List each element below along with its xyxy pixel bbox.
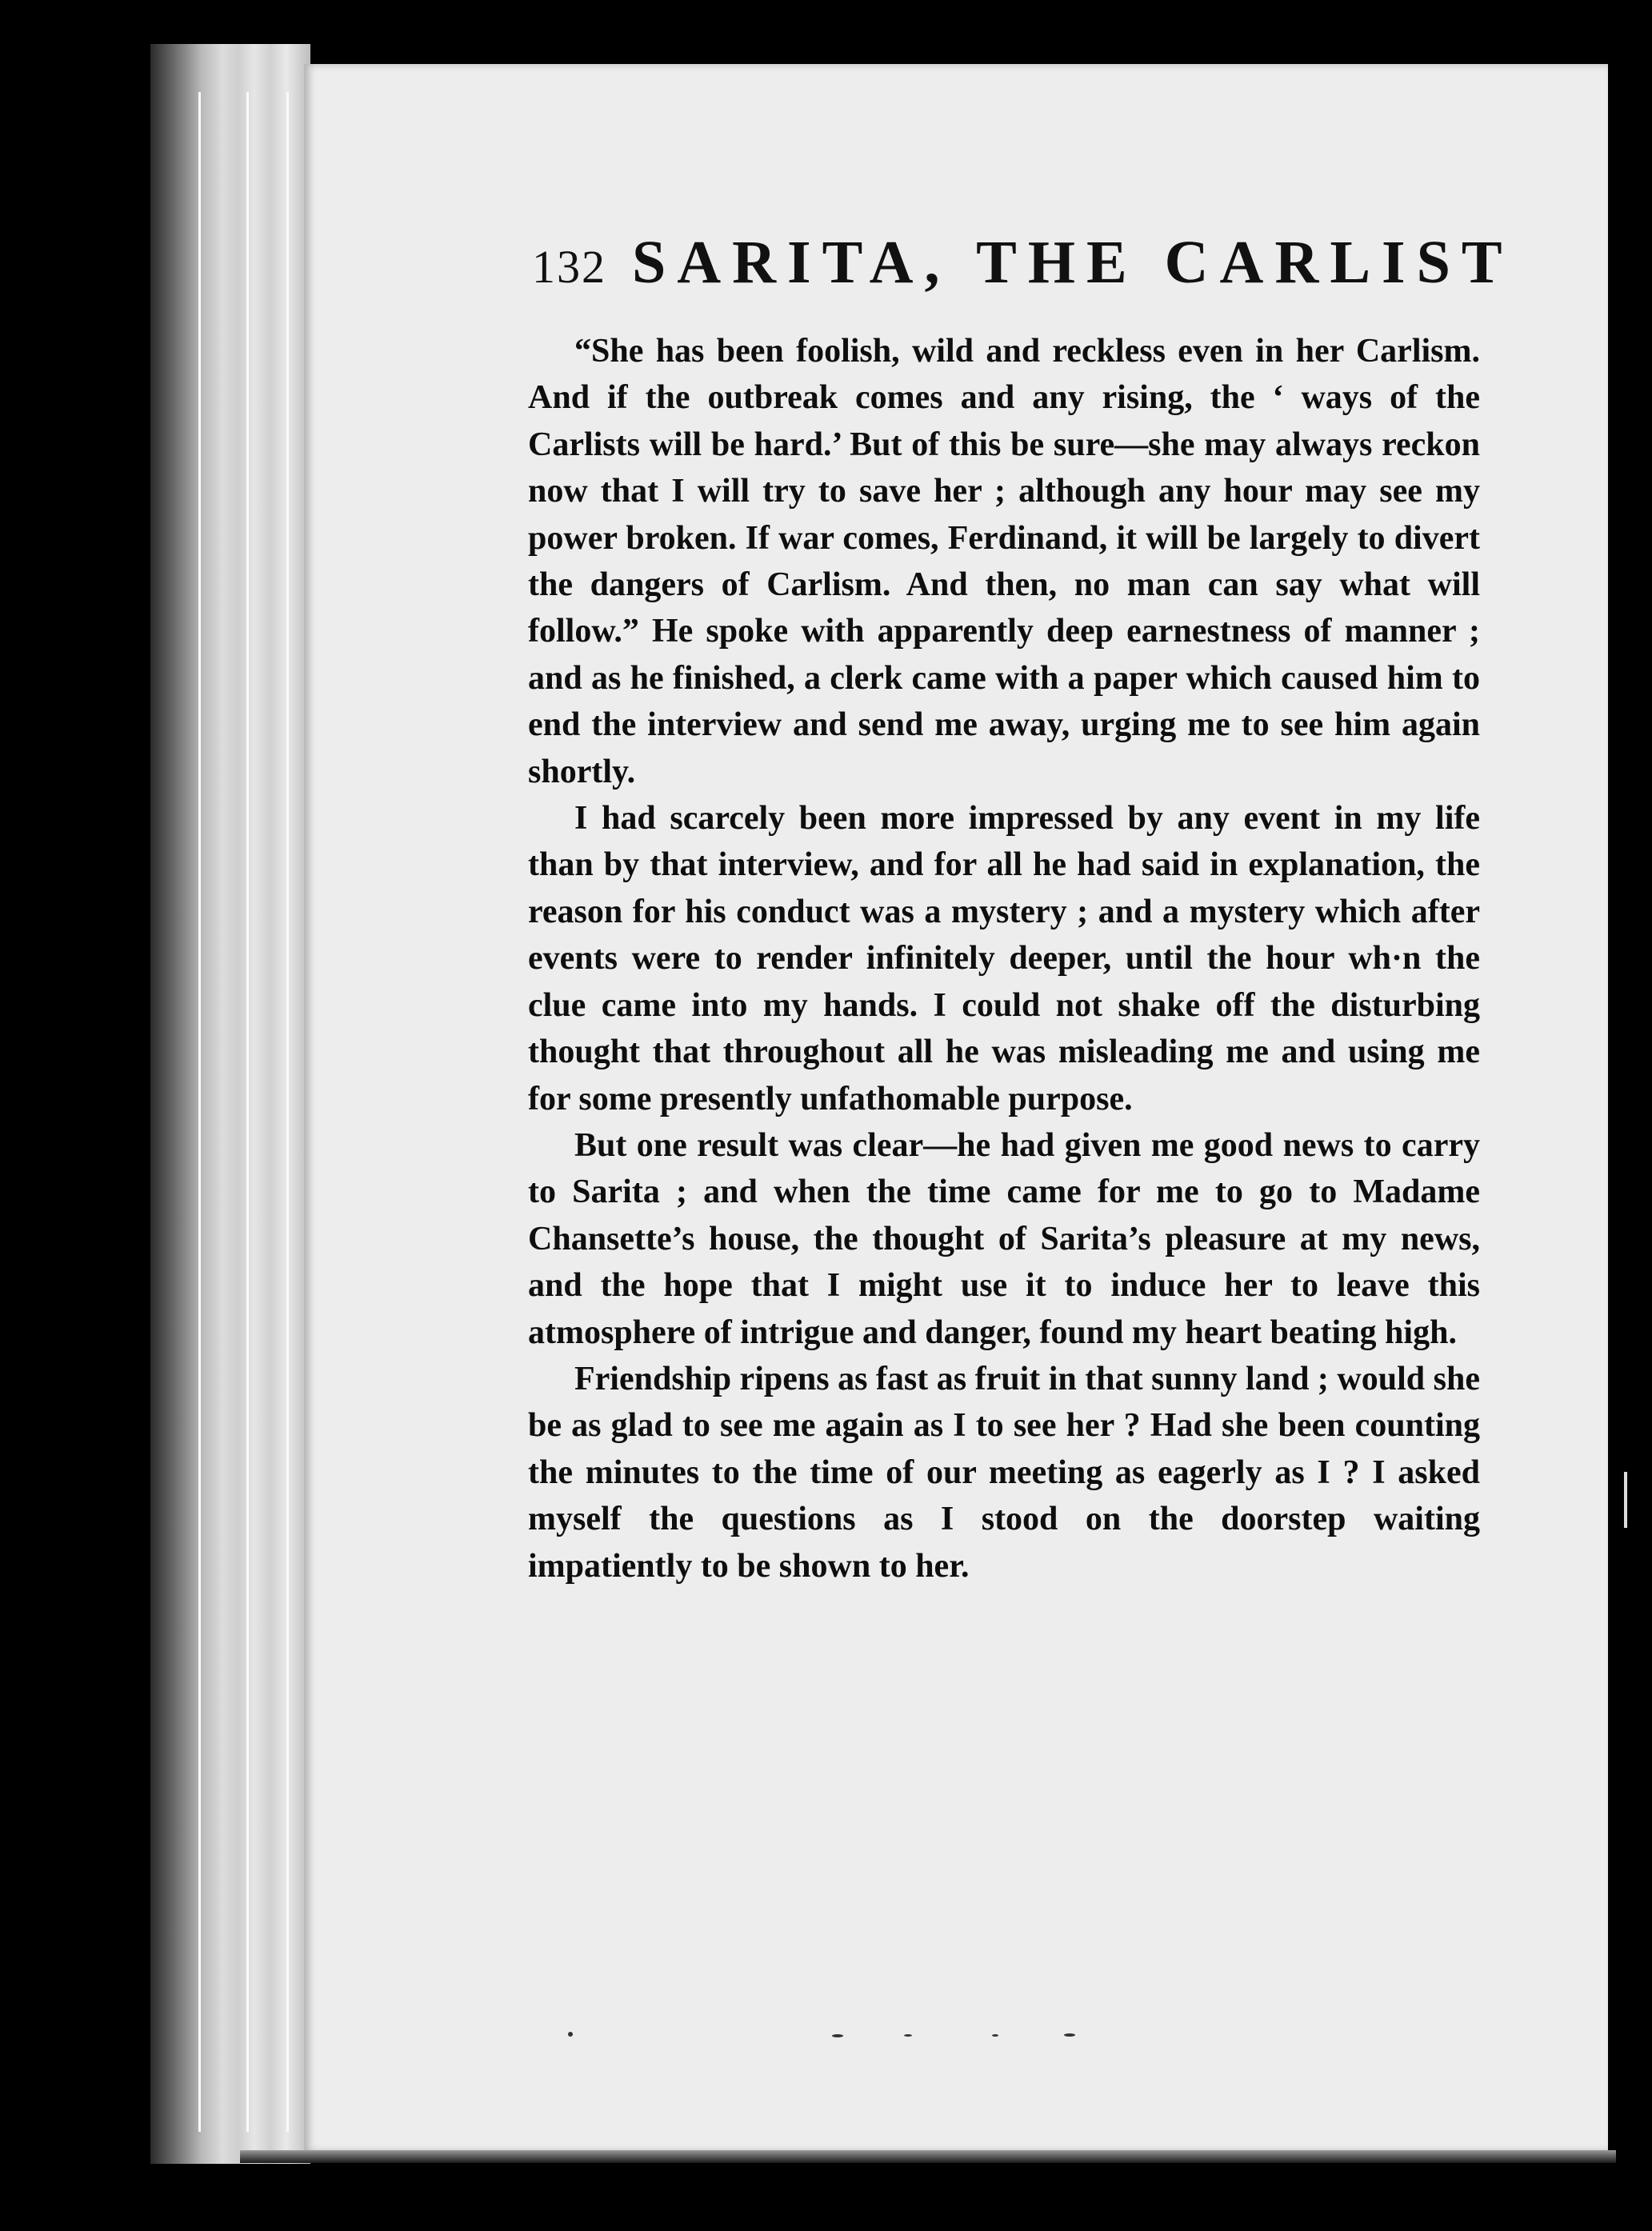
speck: [904, 2034, 912, 2037]
paragraph: Friendship ripens as fast as fruit in that sunny land ; would she be as glad to see me again as I to see her ? Had she been counting the minutes to the time of our meeting as eagerly as I ? I asked myself the questions as I stood on the doorstep waiting impatiently to be shown to her.: [528, 1360, 1480, 1585]
paragraph: But one result was clear—he had given me good news to carry to Sarita ; and when the time came for me to go to Madame Chansette’s house, the thought of Sarita’s pleasure at my news, and the hope that I might use it to induce her to leave this atmosphere of intrigue and danger, found my heart beating high.: [528, 1126, 1480, 1351]
page-edge-line: [246, 92, 249, 2132]
speck: [1064, 2033, 1075, 2037]
book-page-edges: [150, 44, 310, 2164]
book-page: [304, 64, 1608, 2152]
speck: [568, 2032, 573, 2037]
page-bottom-shadow: [240, 2150, 1616, 2163]
print-specks: [568, 2028, 1368, 2044]
page-edge-line: [286, 92, 289, 2132]
paragraph: I had scarcely been more impressed by any event in my life than by that interview, and for all he had said in explanation, the reason for his conduct was a mystery ; and a mystery which after events were to render infinitely deeper, until the hour wh·n the clue came into my hands. I could not shake off the disturbing thought that throughout all he was misleading me and using me for some presently unfathomable purpose.: [528, 800, 1480, 1117]
page-number: 132: [532, 241, 606, 293]
edge-mark: [1624, 1472, 1627, 1528]
book-title: SARITA, THE CARLIST: [632, 229, 1514, 296]
body-text: [528, 328, 1480, 1589]
page-edge-line: [198, 92, 201, 2132]
speck: [832, 2034, 843, 2037]
running-head: [532, 228, 1652, 324]
speck: [992, 2034, 998, 2037]
paragraph: “She has been foolish, wild and reckless even in her Carlism. And if the outbreak comes and any rising, the ‘ ways of the Carlists will be hard.’ But of this be sure—she may always reckon now that I will try to save her ; although any hour may see my power broken. If war comes, Ferdinand, it will be largely to divert the dangers of Carlism. And then, no man can say what will follow.” He spoke with apparently deep earnestness of manner ; and as he finished, a clerk came with a paper which caused him to end the interview and send me away, urging me to see him again shortly.: [528, 333, 1480, 790]
